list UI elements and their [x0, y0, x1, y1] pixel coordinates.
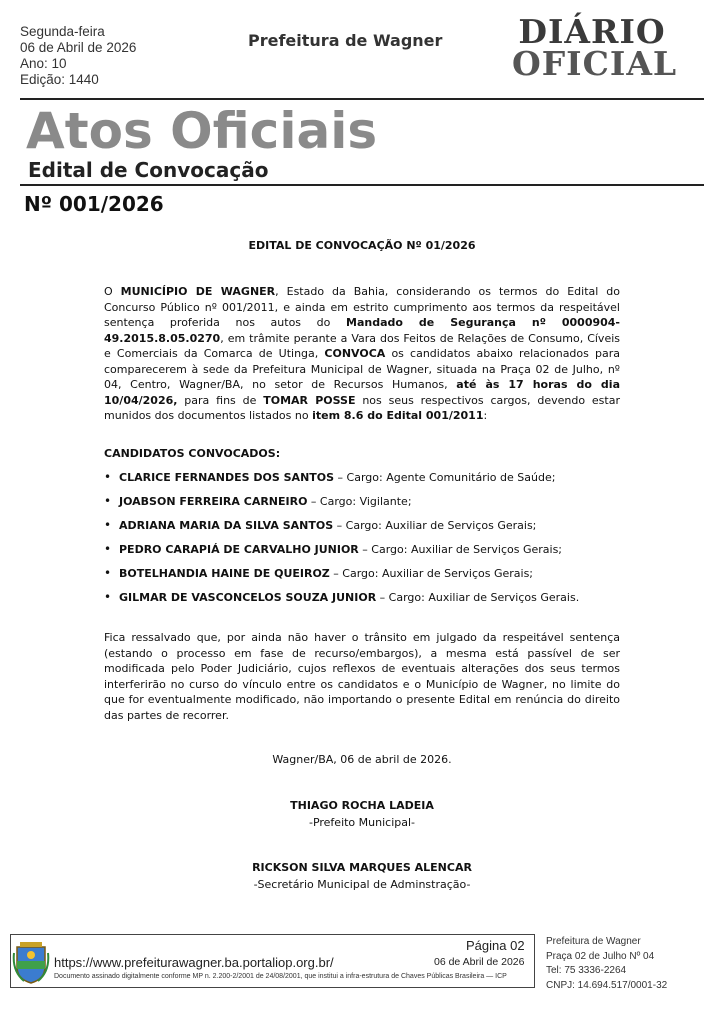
- footer-contact-info: [546, 935, 667, 993]
- candidate-role: – Cargo: Vigilante;: [307, 495, 412, 508]
- document-type: Edital de Convocação: [28, 158, 269, 182]
- disclaimer-paragraph: Fica ressalvado que, por ainda não haver o trânsito em julgado da respeitável sentença (estando o processo em fase de recurso/embargos), a mesma está passível de ser modificada pelo Poder Judiciário, cujos reflexos de eventuais alterações dos seus termos interferirão no curso do vínculo entre os candidatos e o Município de Wagner, no limite do que for eventualmente modificado, não importando o presente Edital em renúncia do direito das partes de recorrer.: [104, 631, 620, 722]
- convocation-paragraph: [104, 284, 620, 424]
- list-item: [104, 566, 624, 590]
- logo-line1: DIÁRIO: [518, 12, 666, 51]
- p1-text-5: para fins de: [177, 393, 264, 407]
- place-date: Wagner/BA, 06 de abril de 2026.: [272, 753, 452, 766]
- p1-bold-deadline: até às 17 horas do dia 10/04/2026,: [104, 378, 620, 407]
- p1-text-2: , Estado da Bahia, considerando os termos do Edital do Concurso Público nº 001/2011, e ainda em estrito cumprimento aos termos da respeitável sentença proferida nos autos do: [104, 285, 620, 329]
- candidate-name: BOTELHANDIA HAINE DE QUEIROZ: [119, 567, 330, 580]
- p1-text-7: :: [483, 409, 488, 422]
- weekday: Segunda-feira: [20, 24, 105, 39]
- p1-bold-mandado: Mandado de Segurança nº 0000904-49.2015.8.05.0270: [104, 316, 620, 345]
- edition-info: [20, 24, 136, 88]
- p1-bold-item: item 8.6 do Edital 001/2011: [312, 409, 484, 422]
- candidates-list: [104, 470, 624, 614]
- list-item: [104, 470, 624, 494]
- footer-org-name: Prefeitura de Wagner: [546, 936, 641, 947]
- logo-line2: OFICIAL: [512, 44, 678, 83]
- secretary-role: -Secretário Municipal de Adminstração-: [253, 878, 471, 891]
- candidate-role: – Cargo: Auxiliar de Serviços Gerais;: [358, 543, 563, 556]
- candidate-name: JOABSON FERREIRA CARNEIRO: [119, 495, 308, 508]
- candidates-title: CANDIDATOS CONVOCADOS:: [104, 447, 281, 460]
- candidate-role: – Cargo: Auxiliar de Serviços Gerais;: [329, 567, 534, 580]
- p1-bold-convoca: CONVOCA: [324, 347, 386, 360]
- digital-signature-note: Documento assinado digitalmente conforme MP n. 2.200-2/2001 de 24/08/2001, que institui a infra-estrutura de Chaves Públicas Brasileira — ICP: [54, 973, 507, 980]
- top-divider: [20, 98, 704, 100]
- p1-bold-tomar-posse: TOMAR POSSE: [263, 393, 356, 407]
- footer-date: 06 de Abril de 2026: [434, 956, 525, 968]
- secretary-name: RICKSON SILVA MARQUES ALENCAR: [252, 861, 472, 874]
- mayor-role: -Prefeito Municipal-: [308, 816, 416, 829]
- municipal-crest-icon: [12, 941, 50, 985]
- list-item: [104, 494, 624, 518]
- list-item: [104, 542, 624, 566]
- p1-bold-municipio: MUNICÍPIO DE WAGNER: [120, 285, 276, 298]
- document-number: Nº 001/2026: [24, 192, 164, 216]
- middle-divider: [20, 184, 704, 186]
- candidate-name: CLARICE FERNANDES DOS SANTOS: [119, 471, 335, 484]
- header-city-title: Prefeitura de Wagner: [248, 31, 443, 50]
- candidate-name: ADRIANA MARIA DA SILVA SANTOS: [119, 519, 334, 532]
- footer-cnpj: CNPJ: 14.694.517/0001-32: [546, 979, 668, 991]
- list-item: [104, 518, 624, 542]
- mayor-name: THIAGO ROCHA LADEIA: [290, 799, 434, 812]
- p1-text-6: nos seus respectivos cargos, devendo estar munidos dos documentos listados no: [104, 393, 620, 422]
- candidate-role: – Cargo: Auxiliar de Serviços Gerais;: [333, 519, 537, 532]
- p1-text-1: O: [104, 285, 121, 298]
- p1-text-3: , em trâmite perante a Vara dos Feitos de Relações de Consumo, Cíveis e Comerciais da Comarca de Utinga,: [104, 331, 620, 360]
- section-title: Atos Oficiais: [26, 102, 378, 160]
- footer-phone: Tel: 75 3336-2264: [546, 965, 627, 976]
- footer-address: Praça 02 de Julho Nº 04: [546, 950, 655, 962]
- edition-date: 06 de Abril de 2026: [20, 40, 137, 55]
- candidate-name: GILMAR DE VASCONCELOS SOUZA JUNIOR: [119, 591, 377, 604]
- candidate-name: PEDRO CARAPIÁ DE CARVALHO JUNIOR: [119, 543, 359, 556]
- candidate-role: – Cargo: Auxiliar de Serviços Gerais.: [376, 591, 580, 604]
- portal-link[interactable]: https://www.prefeiturawagner.ba.portaliop.org.br/: [54, 955, 334, 970]
- list-item: [104, 590, 624, 614]
- edition-label: Edição: 1440: [20, 72, 99, 87]
- diario-oficial-logo: [512, 12, 678, 83]
- candidate-role: – Cargo: Agente Comunitário de Saúde;: [334, 471, 556, 484]
- year-label: Ano: 10: [20, 56, 67, 71]
- page-number: Página 02: [466, 938, 525, 953]
- document-heading: EDITAL DE CONVOCAÇÃO Nº 01/2026: [248, 239, 476, 252]
- p1-text-4: os candidatos abaixo relacionados para comparecerem à sede da Prefeitura Municipal de Wagner, situada na Praça 02 de Julho, nº 04, Centro, Wagner/BA, no setor de Recursos Humanos,: [104, 347, 620, 391]
